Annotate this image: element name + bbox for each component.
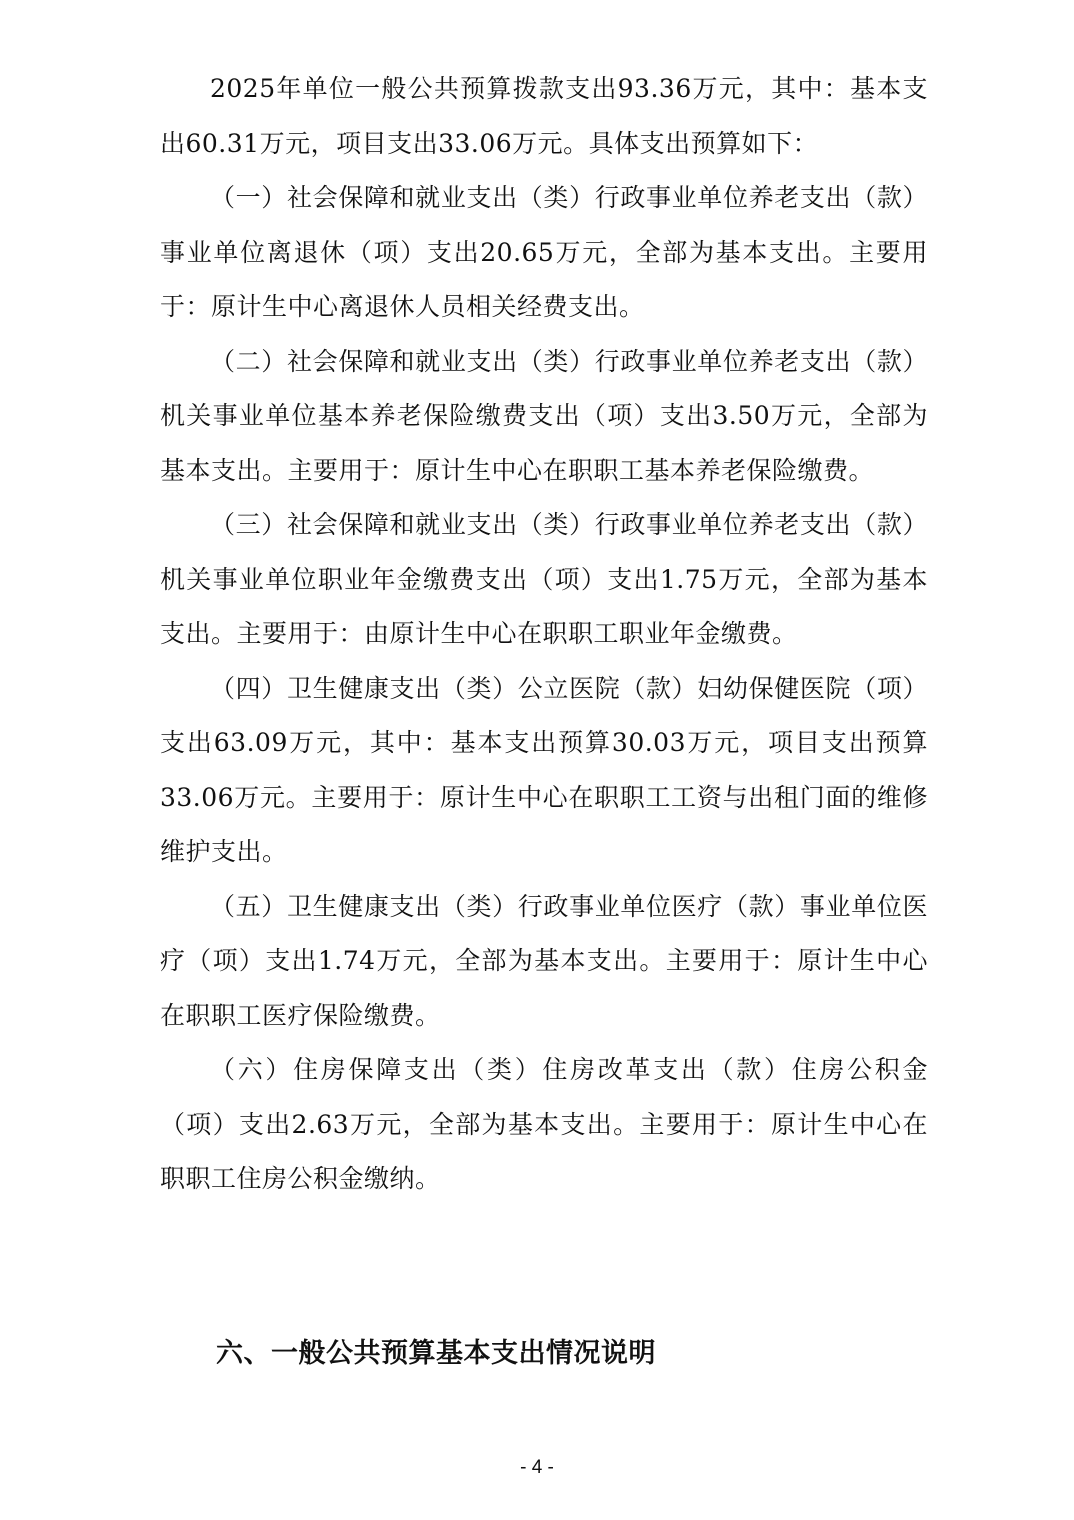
paragraph-item-2: （二）社会保障和就业支出（类）行政事业单位养老支出（款）机关事业单位基本养老保险缴费支出（项）支出3.50万元，全部为基本支出。主要用于：原计生中心在职职工基本养老保险缴费。: [160, 346, 928, 485]
section-heading: 六、一般公共预算基本支出情况说明: [216, 1338, 656, 1369]
paragraph-item-1: （一）社会保障和就业支出（类）行政事业单位养老支出（款）事业单位离退休（项）支出20.65万元，全部为基本支出。主要用于：原计生中心离退休人员相关经费支出。: [160, 183, 928, 321]
body-text: [160, 62, 928, 1207]
paragraph-item-4: （四）卫生健康支出（类）公立医院（款）妇幼保健医院（项）支出63.09万元，其中：基本支出预算30.03万元，项目支出预算33.06万元。主要用于：原计生中心在职职工工资与出租门面的维修维护支出。: [160, 673, 928, 866]
paragraph-item-3: （三）社会保障和就业支出（类）行政事业单位养老支出（款）机关事业单位职业年金缴费支出（项）支出1.75万元，全部为基本支出。主要用于：由原计生中心在职职工职业年金缴费。: [160, 510, 928, 648]
paragraph-item-5: （五）卫生健康支出（类）行政事业单位医疗（款）事业单位医疗（项）支出1.74万元，全部为基本支出。主要用于：原计生中心在职职工医疗保险缴费。: [160, 891, 928, 1030]
paragraph-summary: 2025年单位一般公共预算拨款支出93.36万元，其中：基本支出60.31万元，项目支出33.06万元。具体支出预算如下：: [160, 74, 928, 158]
paragraph-item-6: （六）住房保障支出（类）住房改革支出（款）住房公积金（项）支出2.63万元，全部为基本支出。主要用于：原计生中心在职职工住房公积金缴纳。: [160, 1055, 928, 1193]
page-number: - 4 -: [520, 1457, 554, 1478]
